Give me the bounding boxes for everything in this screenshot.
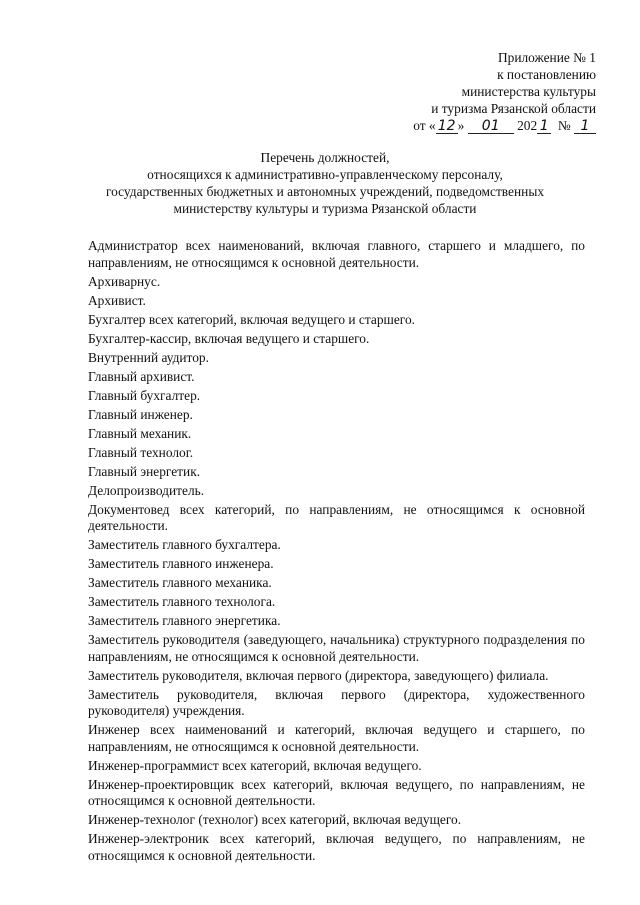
list-item: Заместитель главного инженера.	[88, 556, 274, 571]
list-item: Архиварнус.	[88, 273, 161, 289]
list-item: Главный энергетик.	[88, 463, 201, 479]
date-prefix: от «	[413, 118, 436, 133]
list-item: Инженер-проектировщик всех категорий, включая ведущего, по направлениям, не относящимся к основной деятельности.	[88, 776, 585, 808]
appendix-header	[413, 49, 596, 134]
list-item: Делопроизводитель.	[88, 482, 205, 498]
list-item: Инженер всех наименований и категорий, включая ведущего и старшего, по направлениям, не относящимся к основной деятельности.	[88, 722, 585, 754]
list-item: Внутренний аудитор.	[88, 349, 209, 365]
list-item: Главный инженер.	[88, 406, 193, 422]
list-item: Инженер-электроник всех категорий, включая ведущего, по направлениям, не относящимся к основной деятельности.	[88, 831, 585, 863]
appendix-line-3: министерства культуры	[461, 84, 596, 99]
list-item: Бухгалтер всех категорий, включая ведущего и старшего.	[88, 311, 415, 327]
date-year-handwritten: 1	[537, 119, 551, 134]
title-line-1: Перечень должностей,	[260, 150, 390, 165]
appendix-line-1: Приложение № 1	[497, 50, 596, 65]
appendix-line-2: к постановлению	[497, 67, 596, 82]
number-label: №	[557, 118, 571, 133]
title-line-4: министерству культуры и туризма Рязанской области	[173, 201, 477, 216]
date-day-handwritten: 12	[436, 119, 458, 134]
list-item: Бухгалтер-кассир, включая ведущего и старшего.	[88, 330, 370, 346]
list-item: Документовед всех категорий, по направлениям, не относящимся к основной деятельности.	[88, 501, 585, 533]
title-line-3: государственных бюджетных и автономных учреждений, подведомственных	[105, 184, 545, 199]
list-item: Заместитель руководителя, включая первого (директора, заведующего) филиала.	[88, 667, 549, 683]
list-item: Заместитель руководителя (заведующего, начальника) структурного подразделения по направлениям, не относящимся к основной деятельности.	[88, 632, 585, 664]
list-item: Главный механик.	[88, 425, 192, 441]
list-item: Заместитель руководителя, включая первого (директора, художественного руководителя) учреждения.	[88, 686, 585, 718]
date-year-prefix: 202	[517, 118, 538, 133]
appendix-line-4: и туризма Рязанской области	[431, 101, 596, 116]
list-item: Администратор всех наименований, включая главного, старшего и младшего, по направлениям, не относящимся к основной деятельности.	[88, 238, 585, 270]
list-item: Инженер-программист всех категорий, включая ведущего.	[88, 757, 422, 773]
document-title	[60, 149, 590, 217]
list-item: Заместитель главного энергетика.	[88, 613, 281, 628]
date-mid: »	[457, 118, 465, 133]
list-item: Заместитель главного бухгалтера.	[88, 537, 281, 552]
list-item: Инженер-технолог (технолог) всех категорий, включая ведущего.	[88, 812, 462, 827]
list-item: Главный технолог.	[88, 444, 194, 460]
date-month-handwritten: 01	[468, 119, 514, 134]
list-item: Заместитель главного механика.	[88, 575, 272, 590]
list-item: Главный бухгалтер.	[88, 387, 201, 403]
list-item: Заместитель главного технолога.	[88, 594, 276, 609]
appendix-date-line	[413, 117, 596, 134]
positions-list	[88, 238, 585, 867]
title-line-2: относящихся к административно-управленческому персоналу,	[147, 167, 503, 182]
list-item: Архивист.	[88, 292, 146, 308]
list-item: Главный архивист.	[88, 368, 195, 384]
number-handwritten: 1	[574, 119, 596, 134]
